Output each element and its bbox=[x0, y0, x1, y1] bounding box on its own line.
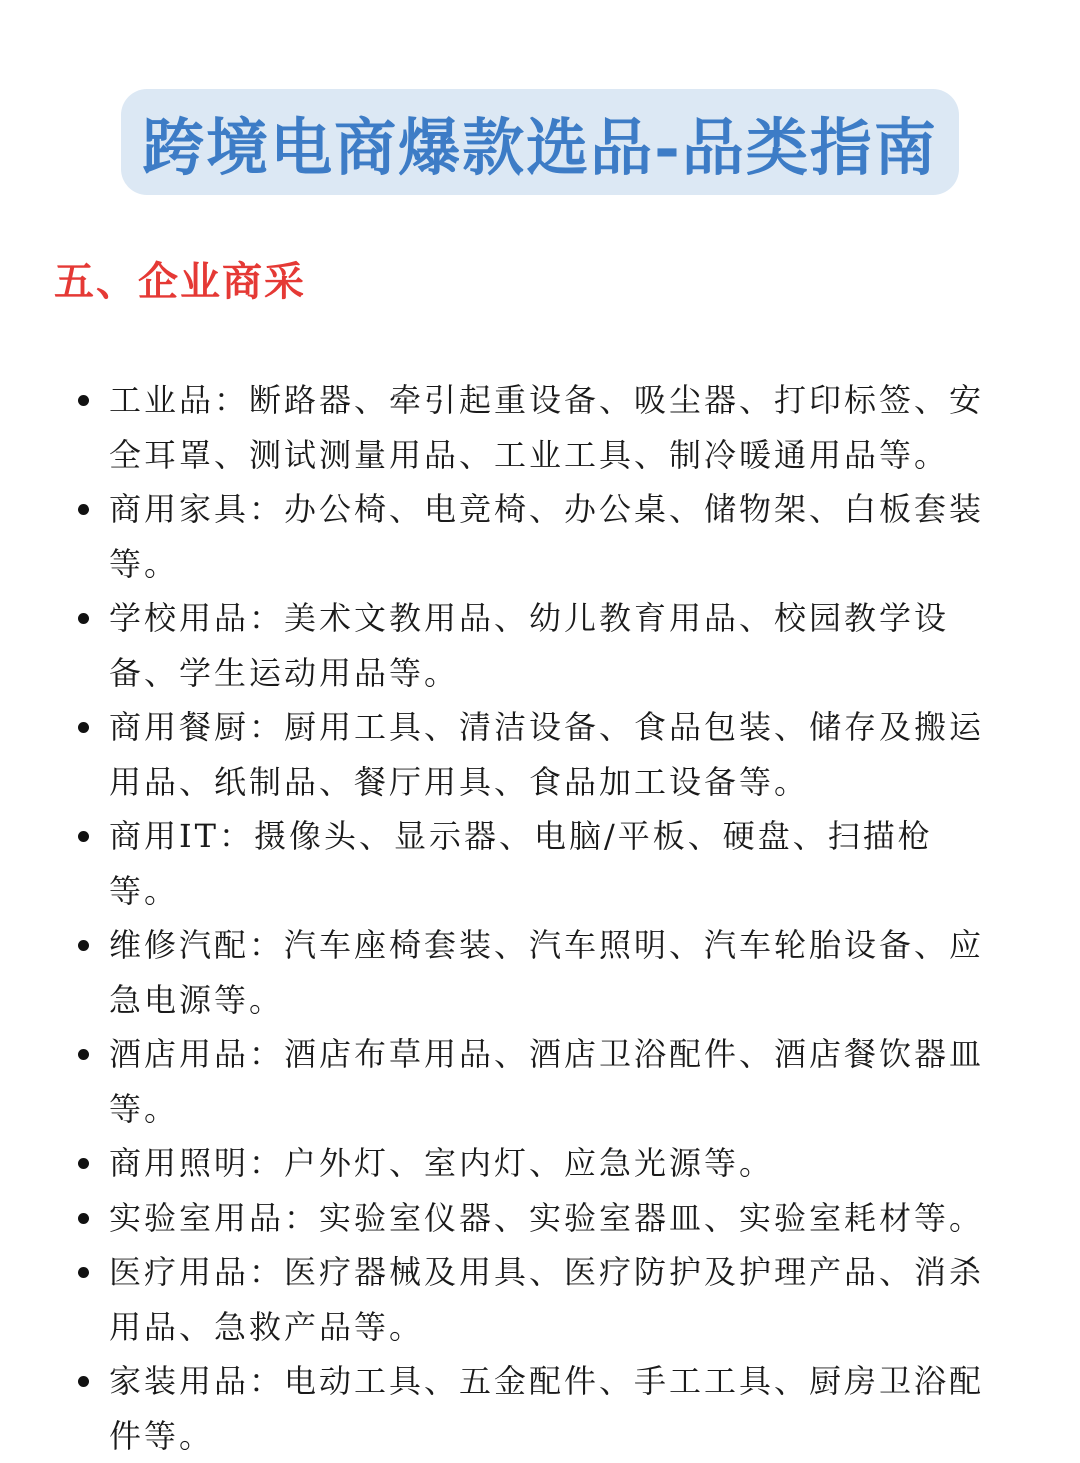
bullet-icon bbox=[78, 1267, 89, 1278]
list-item bbox=[0, 1191, 999, 1246]
list-item bbox=[0, 1027, 999, 1136]
list-item bbox=[0, 482, 999, 591]
item-text: 商用IT：摄像头、显示器、电脑/平板、硬盘、扫描枪等。 bbox=[109, 817, 933, 910]
list-item bbox=[0, 700, 999, 809]
bullet-icon bbox=[78, 1049, 89, 1060]
item-text: 商用家具：办公椅、电竞椅、办公桌、储物架、白板套装等。 bbox=[109, 490, 985, 583]
list-item bbox=[0, 591, 999, 700]
item-text: 维修汽配：汽车座椅套装、汽车照明、汽车轮胎设备、应急电源等。 bbox=[109, 926, 985, 1019]
bullet-icon bbox=[78, 613, 89, 624]
bullet-icon bbox=[78, 395, 89, 406]
bullet-icon bbox=[78, 504, 89, 515]
bullet-icon bbox=[78, 1213, 89, 1224]
bullet-icon bbox=[78, 1158, 89, 1169]
item-text: 实验室用品：实验室仪器、实验室器皿、实验室耗材等。 bbox=[109, 1198, 985, 1237]
list-item bbox=[0, 1245, 999, 1354]
item-text: 家装用品：电动工具、五金配件、手工工具、厨房卫浴配件等。 bbox=[109, 1362, 985, 1455]
bullet-icon bbox=[78, 722, 89, 733]
item-text: 酒店用品：酒店布草用品、酒店卫浴配件、酒店餐饮器皿等。 bbox=[109, 1035, 985, 1128]
section-heading: 五、企业商采 bbox=[54, 258, 306, 305]
item-text: 商用餐厨：厨用工具、清洁设备、食品包装、储存及搬运用品、纸制品、餐厅用具、食品加工设备等。 bbox=[109, 708, 985, 801]
item-text: 工业品：断路器、牵引起重设备、吸尘器、打印标签、安全耳罩、测试测量用品、工业工具、制冷暖通用品等。 bbox=[109, 381, 985, 474]
item-text: 学校用品：美术文教用品、幼儿教育用品、校园教学设备、学生运动用品等。 bbox=[109, 599, 950, 692]
bullet-icon bbox=[78, 1376, 89, 1387]
list-item bbox=[0, 809, 999, 918]
title-banner bbox=[121, 89, 959, 195]
bullet-icon bbox=[78, 940, 89, 951]
bullet-icon bbox=[78, 831, 89, 842]
category-list bbox=[0, 373, 1080, 1463]
list-item bbox=[0, 1354, 999, 1463]
list-item bbox=[0, 918, 999, 1027]
list-item bbox=[0, 1136, 999, 1191]
list-item bbox=[0, 373, 999, 482]
item-text: 商用照明：户外灯、室内灯、应急光源等。 bbox=[109, 1144, 775, 1182]
page-title: 跨境电商爆款选品-品类指南 bbox=[142, 110, 938, 184]
item-text: 医疗用品：医疗器械及用具、医疗防护及护理产品、消杀用品、急救产品等。 bbox=[109, 1253, 985, 1346]
